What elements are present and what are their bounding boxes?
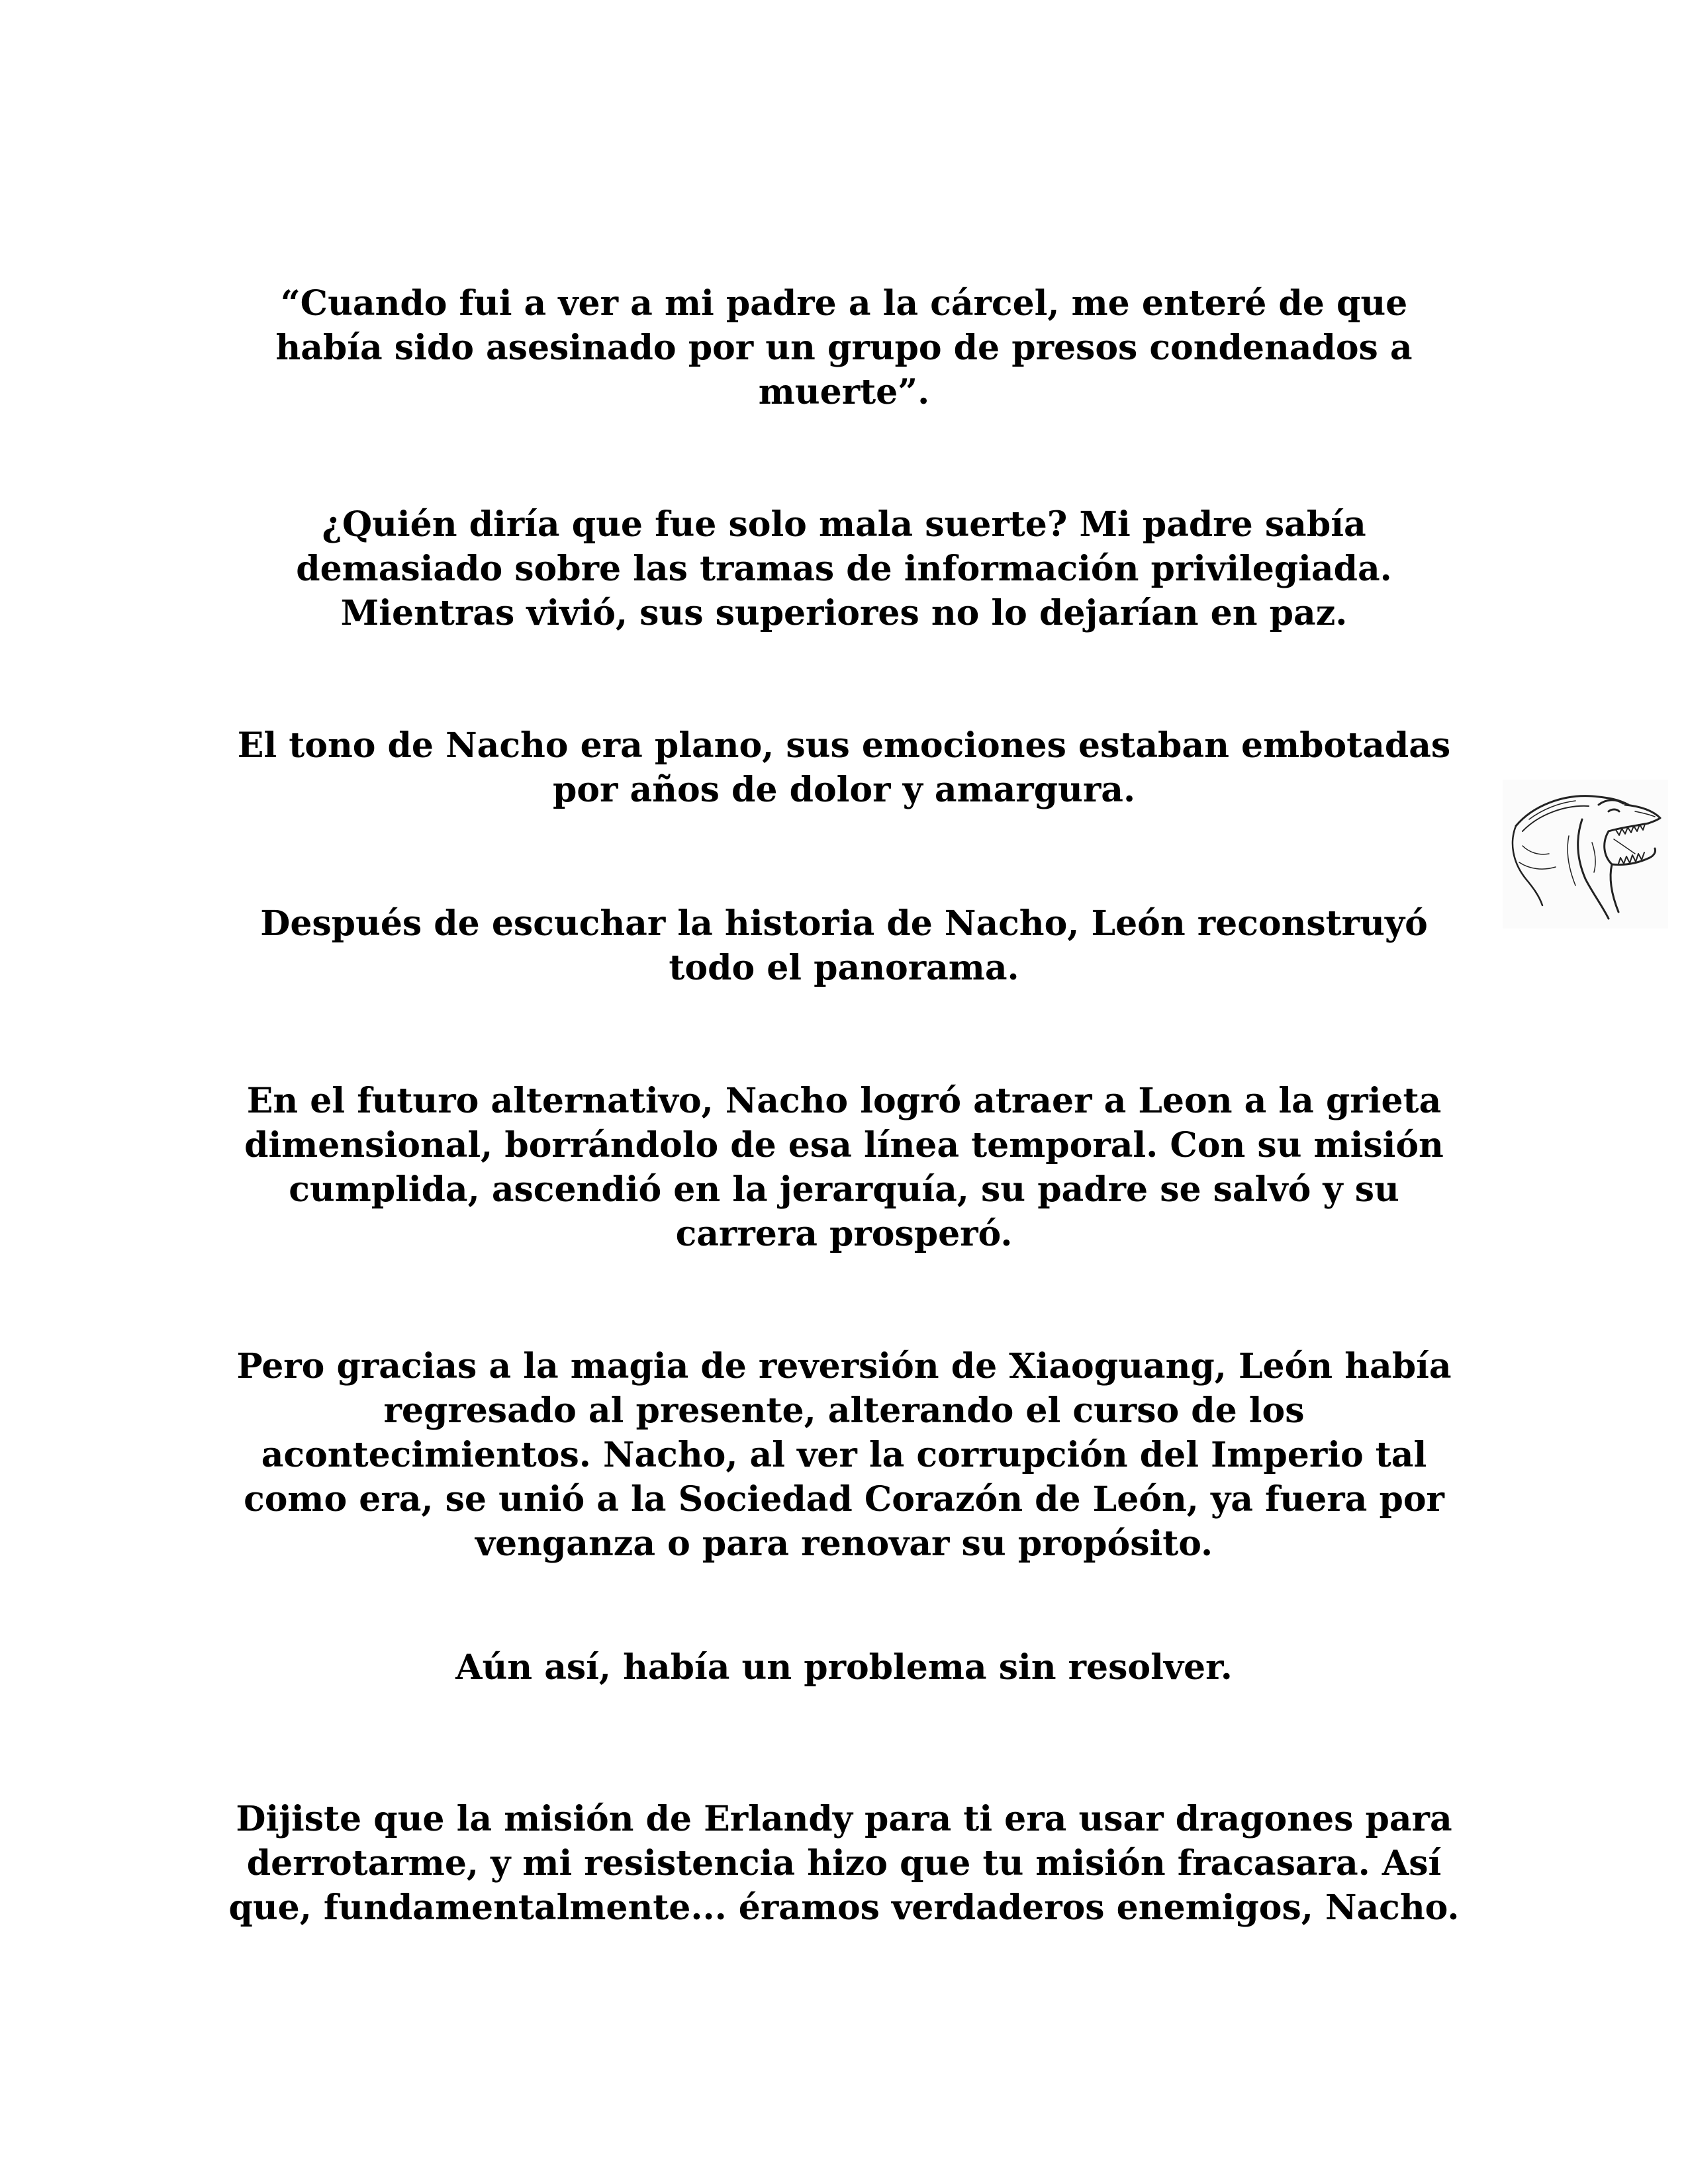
paragraph-5: En el futuro alternativo, Nacho logró atraer a Leon a la grieta dimensional, borrándolo de esa línea temporal. Con su misión cumplida, ascendió en la jerarquía, su padre se salvó y su carrera prosperó. <box>244 1081 1444 1254</box>
paragraph-6: Pero gracias a la magia de reversión de Xiaoguang, León había regresado al presente, alterando el curso de los acontecimientos. Nacho, al ver la corrupción del Imperio tal como era, se unió a la Sociedad Corazón de León, ya fuera por venganza o para renovar su propósito. <box>236 1346 1452 1564</box>
paragraph-3: El tono de Nacho era plano, sus emociones estaban embotadas por años de dolor y amargura. <box>237 725 1451 810</box>
paragraph-8: Dijiste que la misión de Erlandy para ti era usar dragones para derrotarme, y mi resistencia hizo que tu misión fracasara. Así que, fundamentalmente... éramos verdaderos enemigos, Nacho. <box>228 1799 1460 1928</box>
paragraph-4: Después de escuchar la historia de Nacho, León reconstruyó todo el panorama. <box>260 903 1428 988</box>
paragraph-2: ¿Quién diría que fue solo mala suerte? Mi padre sabía demasiado sobre las tramas de información privilegiada. Mientras vivió, sus superiores no lo dejarían en paz. <box>296 504 1392 633</box>
paragraph-7: Aún así, había un problema sin resolver. <box>455 1647 1233 1688</box>
dinosaur-head-sketch-icon <box>1503 780 1668 929</box>
paragraph-1: “Cuando fui a ver a mi padre a la cárcel, me enteré de que había sido asesinado por un grupo de presos condenados a muerte”. <box>275 283 1413 412</box>
